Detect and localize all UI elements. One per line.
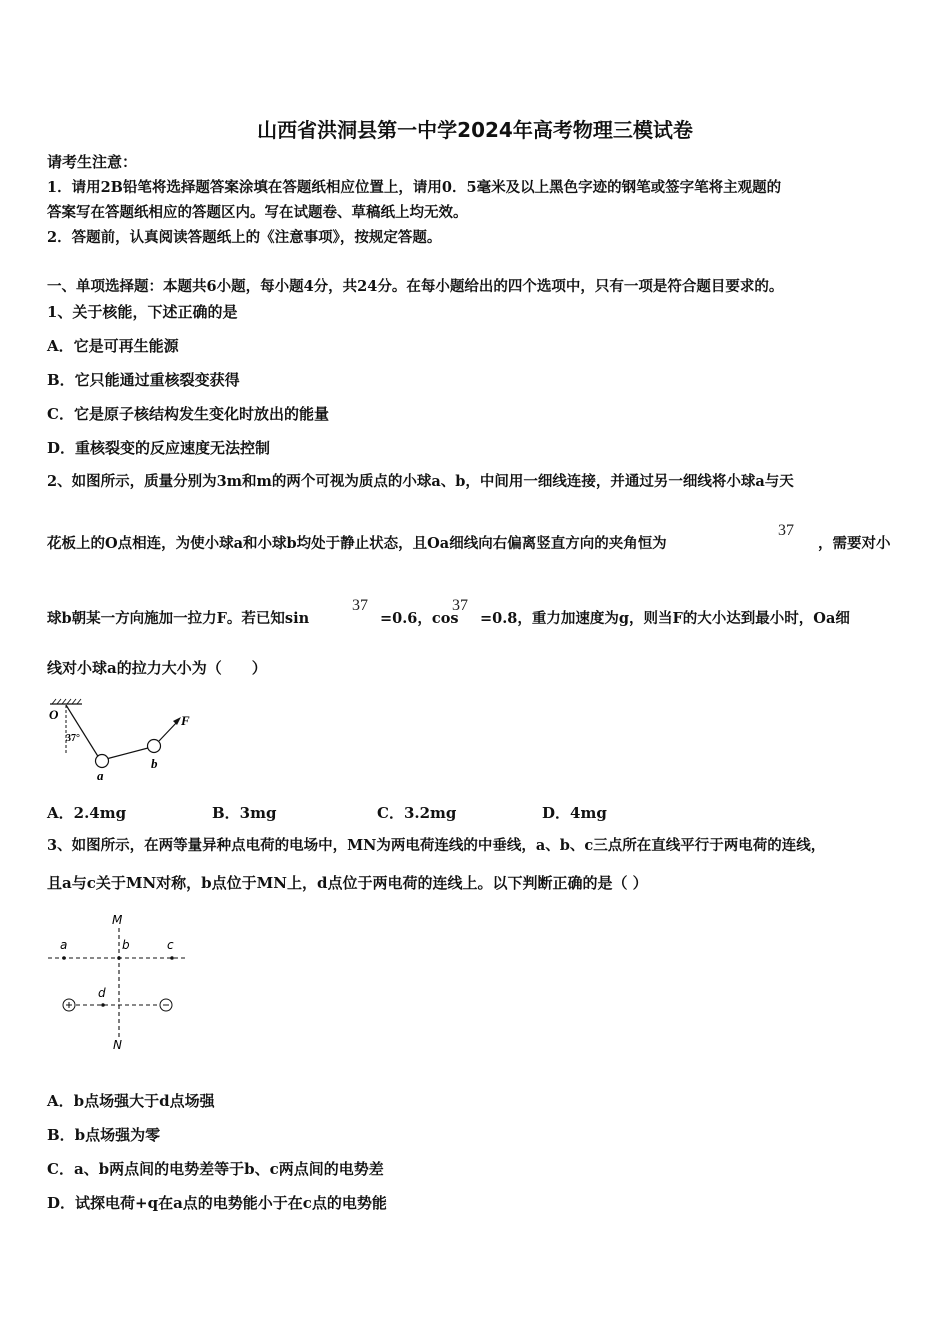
fig-f-label: F [181, 713, 190, 728]
q3-option-a: A．b点场强大于d点场强 [47, 1092, 215, 1110]
notice-line1b: 答案写在答题纸相应的答题区内。写在试题卷、草稿纸上均无效。 [47, 204, 468, 221]
q1-option-a: A．它是可再生能源 [47, 337, 179, 355]
q2-option-b: B．3mg [212, 804, 277, 822]
q3-line1: 3、如图所示，在两等量异种点电荷的电场中，MN为两电荷连线的中垂线，a、b、c三点所在直线平行于两电荷的连线， [47, 837, 826, 854]
q2-line4: 线对小球a的拉力大小为（ ） [47, 659, 267, 677]
q2-angle-37-a: 37 [778, 522, 794, 539]
q2-pendulum-figure [40, 698, 200, 788]
fig-b-label: b [151, 756, 158, 771]
q3-option-c: C．a、b两点间的电势差等于b、c两点间的电势差 [47, 1160, 384, 1178]
q3-line2: 且a与c关于MN对称，b点位于MN上，d点位于两电荷的连线上。以下判断正确的是（ ） [47, 874, 648, 892]
q2-line2: 花板上的O点相连，为使小球a和小球b均处于静止状态，且Oa细线向右偏离竖直方向的夹角恒为 [47, 535, 667, 552]
q2-line3a: 球b朝某一方向施加一拉力F。若已知sin [47, 610, 310, 627]
q3-option-d: D．试探电荷+q在a点的电势能小于在c点的电势能 [47, 1194, 387, 1212]
q2-line3c: =0.8，重力加速度为g，则当F的大小达到最小时，Oa细 [480, 610, 850, 627]
fig-m-label: M [112, 913, 123, 927]
fig-n-label: N [113, 1038, 122, 1052]
fig-d3-label: d [98, 986, 106, 1000]
q2-option-c: C．3.2mg [377, 804, 457, 822]
q2-line2-end: ，需要对小 [818, 535, 891, 552]
page-title: 山西省洪洞县第一中学2024年高考物理三模试卷 [257, 118, 693, 142]
fig-o-label: O [49, 707, 59, 722]
notice-line1a: 1．请用2B铅笔将选择题答案涂填在答题纸相应位置上，请用0．5毫米及以上黑色字迹的钢笔或签字笔将主观题的 [47, 179, 782, 196]
fig-c3-label: c [167, 938, 174, 952]
section-heading: 一、单项选择题：本题共6小题，每小题4分，共24分。在每小题给出的四个选项中，只有一项是符合题目要求的。 [47, 278, 784, 295]
q1-option-b: B．它只能通过重核裂变获得 [47, 371, 240, 389]
fig-b3-label: b [122, 938, 130, 952]
q2-line1: 2、如图所示，质量分别为3m和m的两个可视为质点的小球a、b，中间用一细线连接，并通过另一细线将小球a与天 [47, 473, 794, 490]
notice-heading: 请考生注意： [47, 153, 138, 171]
q2-option-a: A．2.4mg [47, 804, 127, 822]
q2-angle-37-b: 37 [352, 597, 368, 614]
fig-a3-label: a [60, 938, 68, 952]
q1-option-d: D．重核裂变的反应速度无法控制 [47, 439, 271, 457]
q2-angle-37-c: 37 [452, 597, 468, 614]
fig-a-label: a [97, 768, 104, 783]
q3-charges-figure [40, 908, 200, 1053]
notice-line2: 2．答题前，认真阅读答题纸上的《注意事项》，按规定答题。 [47, 229, 442, 246]
fig-angle-label: 37° [66, 733, 80, 744]
q2-line3b: =0.6，cos [380, 610, 459, 627]
q1-stem: 1、关于核能，下述正确的是 [47, 303, 238, 321]
q2-option-d: D．4mg [542, 804, 607, 822]
q1-option-c: C．它是原子核结构发生变化时放出的能量 [47, 405, 329, 423]
q3-option-b: B．b点场强为零 [47, 1126, 161, 1144]
